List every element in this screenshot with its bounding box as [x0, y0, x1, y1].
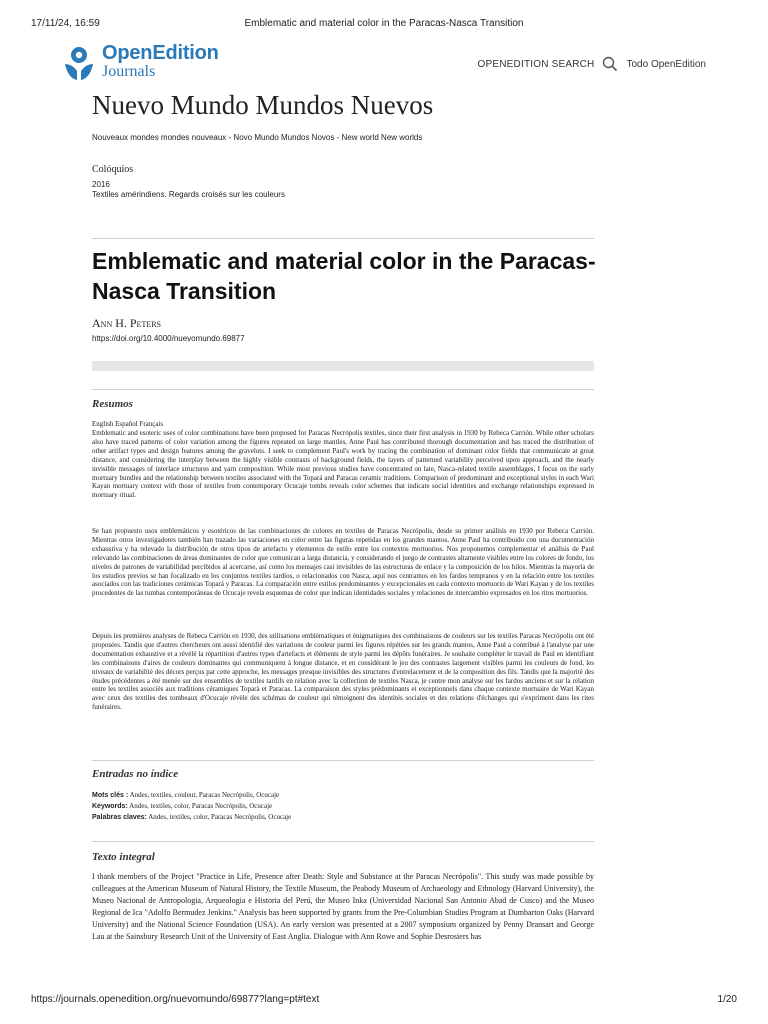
- journal-title[interactable]: Nuevo Mundo Mundos Nuevos: [92, 90, 434, 120]
- keywords-en: Keywords: Andes, textiles, color, Paracas Necrópolis, Ocucaje: [92, 802, 273, 810]
- full-text-paragraph: I thank members of the Project "Practice in Life, Presence after Death: Style and Substance at the Paracas Necrópolis". This study was made possible by colleagues at the American Museum of Natural History, the Textile Museum, the Peabody Museum of Archaeology and Ethnology (Harvard University), the Museo Nacional de Antropologia, Arqueologia e Historia del Perú, the Museo Inka (Universidad Nacional San Antonio Abad de Cusco) and the Museo Regional de Ica "Adolfo Bermudez Jenkins." Analysis has been supported by grants from the Pre-Columbian Studies Program at Dumbarton Oaks (Harvard University) and the National Science Foundation (USA). An early version was presented at a 2007 symposium organized by Penny Dransart and George Lau at the Sainsbury Research Unit of the University of East Anglia. Dialogue with Ann Rowe and Sophie Desrosiers has: [92, 872, 594, 941]
- issue-year[interactable]: 2016: [92, 180, 110, 189]
- print-header: [31, 18, 737, 32]
- abstract-en: Emblematic and esoteric uses of color combinations have been proposed for Paracas Necrópolis textiles, since their first analysis in 1930 by Rebeca Carrión. While other scholars also have traced patterns of color variation among the figures repeated on large mantles, Anne Paul has contributed thorough documentation and has traced the distribution of other artifact types and design features among the gravelots. I seek to complement Paul's work by tracing the combination of dominant color fields that communicate at great distance, and considering the interplay between the highly visible contrasts of background fields, the layers of patterned variability perceived upon approach, and the nearly invisible messages of interlace structures and yarn composition. While most previous studies have concentrated on late, Nasca-related textile assemblages, I focus on the early mortuary bundles and the relationship between textiles associated with the Topará and Paracas ceramic traditions. Comparison of predominant and exceptional styles in each Wari Kayan mortuary context with those of textiles from contemporary Ocucaje tombs reveals color schemes that indicate social identities and exchange relationships expressed in mortuary ritual.: [92, 429, 594, 500]
- print-datetime: 17/11/24, 16:59: [31, 18, 100, 29]
- print-url: https://journals.openedition.org/nuevomundo/69877?lang=pt#text: [31, 994, 320, 1005]
- divider: [92, 760, 594, 761]
- abstracts-heading: Resumos: [92, 398, 133, 410]
- keywords-fr: Mots clés : Andes, textiles, couleur, Paracas Necrópolis, Ocucaje: [92, 791, 280, 799]
- openedition-logo[interactable]: [62, 42, 232, 86]
- divider: [92, 841, 594, 842]
- toolbar-placeholder: [92, 361, 594, 371]
- logo-brand: OpenEdition: [102, 42, 219, 64]
- language-switcher[interactable]: English Español Français: [92, 420, 164, 428]
- keywords-es: Palabras claves: Andes, textiles, color, Paracas Necrópolis, Ocucaje: [92, 813, 292, 821]
- journal-subtitle: Nouveaux mondes mondes nouveaux - Novo Mundo Mundos Novos - New world New worlds: [92, 133, 423, 142]
- top-nav: [478, 56, 706, 72]
- print-page-number: 1/20: [717, 994, 737, 1005]
- dossier-link[interactable]: Textiles amérindiens. Regards croisés sur les couleurs: [92, 190, 285, 199]
- doi-link[interactable]: https://doi.org/10.4000/nuevomundo.69877: [92, 334, 245, 343]
- abstract-es: Se han propuesto usos emblemáticos y esotéricos de las combinaciones de colores en textiles de Paracas Necrópolis, desde su primer análisis en 1930 por Rebeca Carrión. Mientras otros investigadores también han trazado las variaciones en color entre las figuras repetidas en los grandes mantos, Anne Paul ha contribuido con una documentación exhaustiva y ha relevado la distribución de otros tipos de artefacto y elementos de estilo entre los contextos mortuorios. Nos proponemos complementar el análisis de Paul relevando las combinaciones de áreas dominantes de color que comunican a larga distancia, y considerando el juego de contrastes altamente visibles entre los colores de fondo, los niveles de patrones de variabilidad percibidos al acercarse, así como los mensajes casi invisibles de las estructuras de enlace y la composición de los hilos. Mientras la mayoría de los estudios previos se han focalizado en los conjuntos textiles tardíos, o relacionados con Nasca, aquí nos centramos en los fardos tempranos y en la relación entre los textiles asociados con las tradiciones cerámicas Topará y Paracas. La comparación entre estilos predominantes y excepcionales en cada contexto mortuorio de Wari Kayan y de los textiles procedentes de las tumbas contemporáneas de Ocucaje revela esquemas de color que indican identidades sociales y relaciones de intercambio expresados en los ritos mortuorios.: [92, 527, 594, 598]
- search-icon[interactable]: [602, 56, 618, 72]
- section-link[interactable]: Colóquios: [92, 164, 134, 175]
- openedition-search-link[interactable]: OPENEDITION SEARCH: [477, 58, 595, 70]
- openedition-logo-icon: [62, 44, 96, 82]
- search-scope-select[interactable]: Todo OpenEdition: [626, 58, 706, 70]
- print-footer: [31, 994, 737, 1008]
- logo-sub: Journals: [102, 63, 156, 80]
- full-text-heading: Texto integral: [92, 851, 155, 863]
- author-name[interactable]: Ann H. Peters: [92, 316, 162, 330]
- divider: [92, 238, 594, 239]
- abstract-fr: Depuis les premières analyses de Rebeca Carrión en 1930, des utilisations emblématiques et énigmatiques des combinaisons de couleurs sur les textiles Paracas Necrópolis ont été proposées. Tandis que d'autres chercheurs ont aussi identifié des variations de couleur parmi les figures répétées sur les grands mantos, Anne Paul a contribué à l'analyse par une documentation exhaustive et a révélé la répartition d'autres types d'artefacts et éléments de style parmi les dépôts funéraires. Je souhaite compléter le travail de Paul en identifiant les combinaisons d'aires de couleurs dominantes qui communiquent à longue distance, et en considérant le jeu des contrastes largement visibles parmi les couleurs de fond, les niveaux de variabilité des décors perçus par cette approche, les messages presque invisibles des structures d'entrelacement et de la composition des fils. Tandis que la majorité des études précédentes a été menée sur des ensembles de textiles tardifs en relation avec la collection de textiles Nasca, je centre mon analyse sur les fardos anciens et sur la relation entre les textiles associés aux traditions céramiques Toparà et Paracas. La comparaison des styles prédominants et exceptionnels dans chaque contexte mortuaire de Wari Kayan avec ceux des textiles des tombeaux d'Ocucaje révèle des schémas de couleur qui témoignent des identités sociales et des relations d'échanges qui s'expriment dans les rites funéraires.: [92, 632, 594, 712]
- article-title: Emblematic and material color in the Paracas-Nasca Transition: [92, 248, 596, 304]
- index-heading: Entradas no índice: [92, 768, 179, 780]
- print-page-title: Emblematic and material color in the Paracas-Nasca Transition: [244, 18, 524, 29]
- divider: [92, 389, 594, 390]
